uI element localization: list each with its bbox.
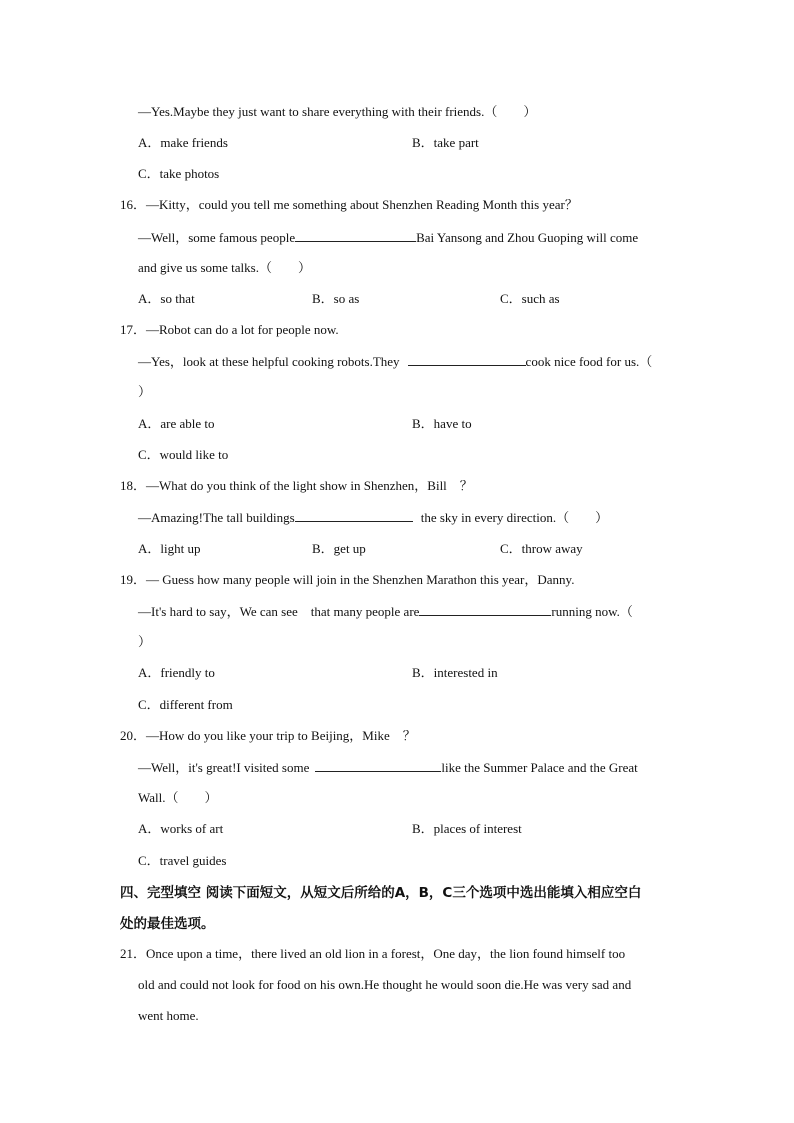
q16-answer-line	[138, 229, 638, 246]
q20-option-b[interactable]: B．places of interest	[412, 821, 522, 836]
q18-question-line	[120, 478, 473, 494]
answer-text-end: cook nice food for us.（	[525, 354, 653, 369]
answer-text-start: —Yes，look at these helpful cooking robots.They	[138, 354, 400, 369]
question-number: 16．	[120, 197, 147, 212]
question-number: 19．	[120, 572, 147, 587]
q17-option-a[interactable]: A．are able to	[138, 416, 215, 431]
q17-answer-line-cont: ）	[138, 384, 152, 399]
answer-text-start: —Well，some famous people	[138, 230, 296, 245]
q15-answer-line: —Yes.Maybe they just want to share everything with their friends.（ ）	[138, 104, 537, 119]
question-text: — Guess how many people will join in the Shenzhen Marathon this year，Danny.	[146, 572, 575, 587]
q16-question-line	[120, 197, 578, 213]
question-number: 21．	[120, 946, 147, 961]
answer-text-end: like the Summer Palace and the Great	[441, 760, 638, 775]
q20-question-line	[120, 728, 416, 744]
q15-option-b[interactable]: B．take part	[412, 135, 479, 150]
answer-blank[interactable]	[295, 229, 416, 242]
q18-answer-line	[138, 509, 608, 526]
question-number: 17．	[120, 322, 147, 337]
answer-blank[interactable]	[419, 603, 551, 616]
q16-option-c[interactable]: C．such as	[500, 291, 560, 306]
answer-blank[interactable]	[295, 509, 413, 522]
q19-question-line	[120, 572, 574, 588]
q18-option-b[interactable]: B．get up	[312, 541, 366, 556]
answer-blank[interactable]	[408, 353, 526, 366]
question-number: 20．	[120, 728, 147, 743]
answer-text-end: the sky in every direction.（ ）	[420, 510, 609, 525]
q19-option-b[interactable]: B．interested in	[412, 665, 498, 680]
q20-option-a[interactable]: A．works of art	[138, 821, 224, 836]
q16-option-b[interactable]: B．so as	[312, 291, 360, 306]
q17-question-line	[120, 322, 339, 338]
q19-option-a[interactable]: A．friendly to	[138, 665, 215, 680]
q19-answer-line	[138, 603, 633, 620]
q20-answer-line	[138, 759, 638, 776]
q18-option-c[interactable]: C．throw away	[500, 541, 583, 556]
q20-answer-line-cont: Wall.（ ）	[138, 790, 218, 805]
answer-text-start: —It's hard to say，We can see that many people are	[138, 604, 420, 619]
q19-option-c[interactable]: C．different from	[138, 697, 233, 712]
section-heading-cont: 处的最佳选项。	[120, 916, 215, 932]
q18-option-a[interactable]: A．light up	[138, 541, 201, 556]
q19-answer-line-cont: ）	[138, 634, 152, 649]
q16-option-a[interactable]: A．so that	[138, 291, 195, 306]
q17-answer-line	[138, 353, 652, 370]
q15-option-a[interactable]: A．make friends	[138, 135, 228, 150]
question-number: 18．	[120, 478, 147, 493]
q17-option-b[interactable]: B．have to	[412, 416, 472, 431]
answer-text-end: running now.（	[551, 604, 633, 619]
q15-option-c[interactable]: C．take photos	[138, 166, 220, 181]
answer-text-start: —Well，it's great!I visited some	[138, 760, 310, 775]
q16-answer-line-cont: and give us some talks.（ ）	[138, 260, 311, 275]
q20-option-c[interactable]: C．travel guides	[138, 853, 227, 868]
answer-text-end: Bai Yansong and Zhou Guoping will come	[416, 230, 639, 245]
q21-passage-line-2: old and could not look for food on his own.He thought he would soon die.He was very sad and	[138, 977, 632, 992]
section-heading: 四、完型填空 阅读下面短文，从短文后所给的A，B，C三个选项中选出能填入相应空白	[120, 885, 642, 901]
answer-text-start: —Amazing!The tall buildings	[138, 510, 295, 525]
q17-option-c[interactable]: C．would like to	[138, 447, 229, 462]
question-text: —How do you like your trip to Beijing，Mike ？	[146, 728, 416, 743]
q21-passage-line-3: went home.	[138, 1008, 199, 1023]
question-text: —What do you think of the light show in Shenzhen，Bill ？	[146, 478, 473, 493]
answer-blank[interactable]	[315, 759, 441, 772]
passage-text: Once upon a time，there lived an old lion in a forest，One day，the lion found himself too	[146, 946, 626, 961]
question-text: —Robot can do a lot for people now.	[146, 322, 339, 337]
question-text: —Kitty，could you tell me something about Shenzhen Reading Month this year？	[146, 197, 578, 212]
q21-passage-line	[120, 946, 625, 962]
